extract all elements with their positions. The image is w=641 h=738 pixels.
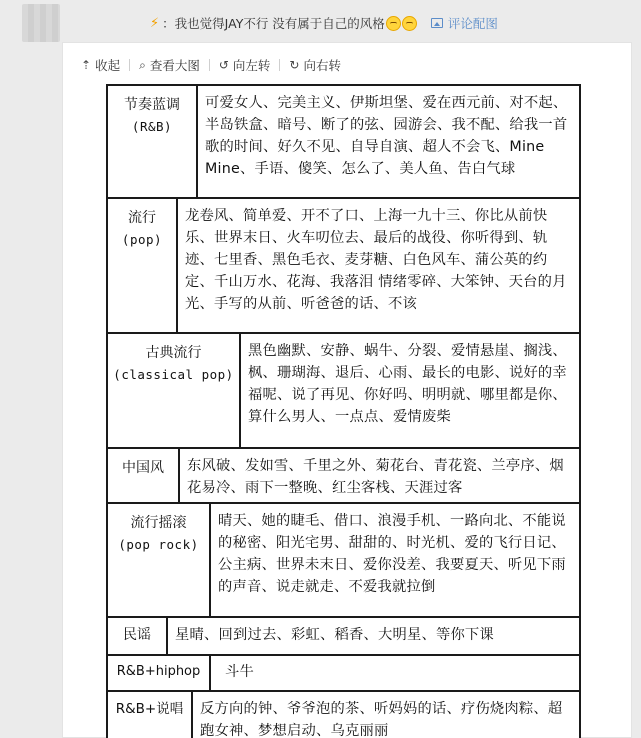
collapse-label: 收起	[95, 58, 121, 73]
divider	[279, 59, 280, 71]
genre-row	[106, 502, 581, 618]
genre-name: 古典流行	[145, 345, 202, 361]
genre-name-cell	[108, 199, 178, 332]
comment-line	[150, 13, 498, 33]
genre-songs: 东风破、发如雪、千里之外、菊花台、青花瓷、兰亭序、烟花易冷、雨下一整晚、红尘客栈、天涯过客	[187, 458, 564, 496]
collapse-button[interactable]	[81, 56, 120, 74]
genre-row	[106, 616, 581, 656]
image-toolbar	[81, 56, 341, 74]
genre-row	[106, 84, 581, 199]
genre-name: 流行	[128, 210, 156, 226]
genre-name-cell	[108, 692, 193, 738]
view-large-label: 查看大图	[149, 58, 200, 73]
comment-image-link-label: 评论配图	[447, 16, 498, 31]
genre-row	[106, 197, 581, 334]
divider	[129, 59, 130, 71]
genre-english: (pop rock)	[118, 537, 199, 552]
genre-name-cell	[108, 449, 180, 502]
genre-name: 流行摇滚	[130, 515, 187, 531]
rotate-left-icon: ↺	[218, 58, 229, 72]
badge-icon: ⚡	[150, 15, 160, 31]
genre-name: R&B+说唱	[115, 701, 184, 717]
genre-name: 民谣	[123, 627, 151, 643]
genre-name: 中国风	[122, 460, 164, 476]
genre-name-cell	[108, 618, 168, 654]
genre-name: 节奏蓝调	[124, 97, 180, 113]
genre-songs: 斗牛	[225, 664, 254, 680]
emoji-icon	[402, 16, 417, 31]
rotate-left-label: 向左转	[232, 58, 271, 73]
genre-name-cell	[108, 86, 198, 197]
comment-image-link[interactable]	[431, 14, 498, 32]
rotate-right-label: 向右转	[303, 58, 341, 73]
genre-name-cell	[108, 334, 241, 447]
genre-songs: 黑色幽默、安静、蜗牛、分裂、爱情悬崖、搁浅、枫、珊瑚海、退后、心雨、最长的电影、说好的幸福呢、说了再见、你好吗、明明就、哪里都是你、算什么男人、一点点、爱情废柴	[248, 343, 567, 425]
image-viewer-panel	[62, 42, 632, 738]
genre-songs: 龙卷风、简单爱、开不了口、上海一九十三、你比从前快乐、世界末日、火车叨位去、最后的战役、你听得到、轨迹、七里香、黑色毛衣、麦芽糖、白色风车、蒲公英的约定、千山万水、花海、我落泪 情绪零碎、大笨钟、天台的月光、手写的从前、听爸爸的话、不该	[185, 208, 567, 312]
genre-name-cell	[108, 656, 211, 690]
comment-text: ：我也觉得JAY不行 没有属于自己的风格	[162, 16, 385, 31]
genre-row	[106, 654, 581, 692]
avatar[interactable]	[22, 4, 60, 42]
genre-row	[106, 332, 581, 449]
emoji-icon	[386, 16, 401, 31]
arrow-up-icon: ⇡	[81, 58, 92, 72]
rotate-left-button[interactable]	[219, 56, 271, 74]
genre-table-image[interactable]	[106, 84, 581, 738]
rotate-right-icon: ↻	[289, 58, 300, 72]
divider	[209, 59, 210, 71]
genre-english: (pop)	[121, 232, 163, 247]
genre-row	[106, 690, 581, 738]
genre-row	[106, 447, 581, 504]
genre-songs: 星晴、回到过去、彩虹、稻香、大明星、等你下课	[175, 627, 494, 643]
genre-name-cell	[108, 504, 211, 616]
image-icon	[431, 18, 443, 28]
rotate-right-button[interactable]	[289, 56, 341, 74]
genre-songs: 反方向的钟、爷爷泡的茶、听妈妈的话、疗伤烧肉粽、超跑女神、梦想启动、乌克丽丽	[200, 701, 563, 738]
view-large-button[interactable]	[139, 56, 200, 74]
genre-name: R&B+hiphop	[116, 664, 201, 679]
genre-english: (classical pop)	[113, 367, 234, 382]
genre-songs: 晴天、她的睫毛、借口、浪漫手机、一路向北、不能说的秘密、阳光宅男、甜甜的、时光机、爱的飞行日记、公主病、世界未末日、爱你没差、我要夏天、听见下雨的声音、说走就走、不爱我就拉倒	[218, 513, 566, 595]
magnifier-icon: ⌕	[139, 57, 146, 72]
genre-songs: 可爱女人、完美主义、伊斯坦堡、爱在西元前、对不起、半岛铁盒、暗号、断了的弦、园游会、我不配、给我一首歌的时间、好久不见、自导自演、超人不会飞、Mine Mine、手语、傻笑、怎么了、美人鱼、告白气球	[205, 95, 568, 177]
genre-english: (R&B)	[131, 119, 173, 134]
